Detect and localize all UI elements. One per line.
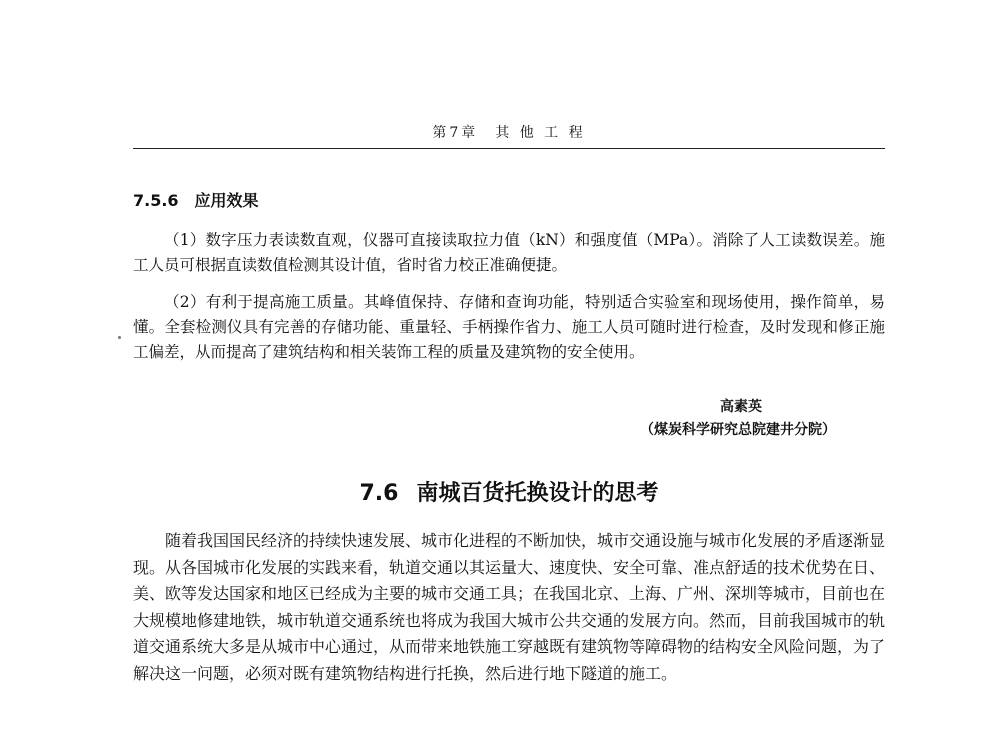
section-heading bbox=[133, 476, 885, 507]
author-affiliation: （煤炭科学研究总院建井分院） bbox=[640, 422, 836, 438]
paragraph-urban-rail-intro: 随着我国国民经济的持续快速发展、城市化进程的不断加快，城市交通设施与城市化发展的矛盾逐渐显现。从各国城市化发展的实践来看，轨道交通以其运量大、速度快、安全可靠、准点舒适的技术优势在日、美、欧等发达国家和地区已经成为主要的城市交通工具；在我国北京、上海、广州、深圳等城市，目前也在大规模地修建地铁，城市轨道交通系统也将成为我国大城市公共交通的发展方向。然而，目前我国城市的轨道交通系统大多是从城市中心通过，从而带来地铁施工穿越既有建筑物等障碍物的结构安全风险问题，为了解决这一问题，必须对既有建筑物结构进行托换，然后进行地下隧道的施工。 bbox=[133, 531, 886, 683]
paragraph-digital-gauge: （1）数字压力表读数直观，仪器可直接读取拉力值（kN）和强度值（MPa）。消除了人工读数误差。施工人员可根据直读数值检测其设计值，省时省力校正准确便捷。 bbox=[133, 231, 885, 274]
scan-speck bbox=[118, 336, 121, 339]
subsection-heading: 7.5.6 应用效果 bbox=[133, 191, 259, 210]
running-header: 第7章 其 他 工 程 bbox=[432, 125, 586, 141]
author-name: 高素英 bbox=[720, 399, 762, 415]
section-number: 7.6 bbox=[359, 481, 399, 506]
header-rule bbox=[133, 148, 885, 149]
paragraph-construction-quality: （2）有利于提高施工质量。其峰值保持、存储和查询功能，特别适合实验室和现场使用，操作简单，易懂。全套检测仪具有完善的存储功能、重量轻、手柄操作省力、施工人员可随时进行检查，及时发现和修正施工偏差，从而提高了建筑结构和相关装饰工程的质量及建筑物的安全使用。 bbox=[133, 293, 885, 361]
section-title: 南城百货托换设计的思考 bbox=[416, 481, 659, 506]
